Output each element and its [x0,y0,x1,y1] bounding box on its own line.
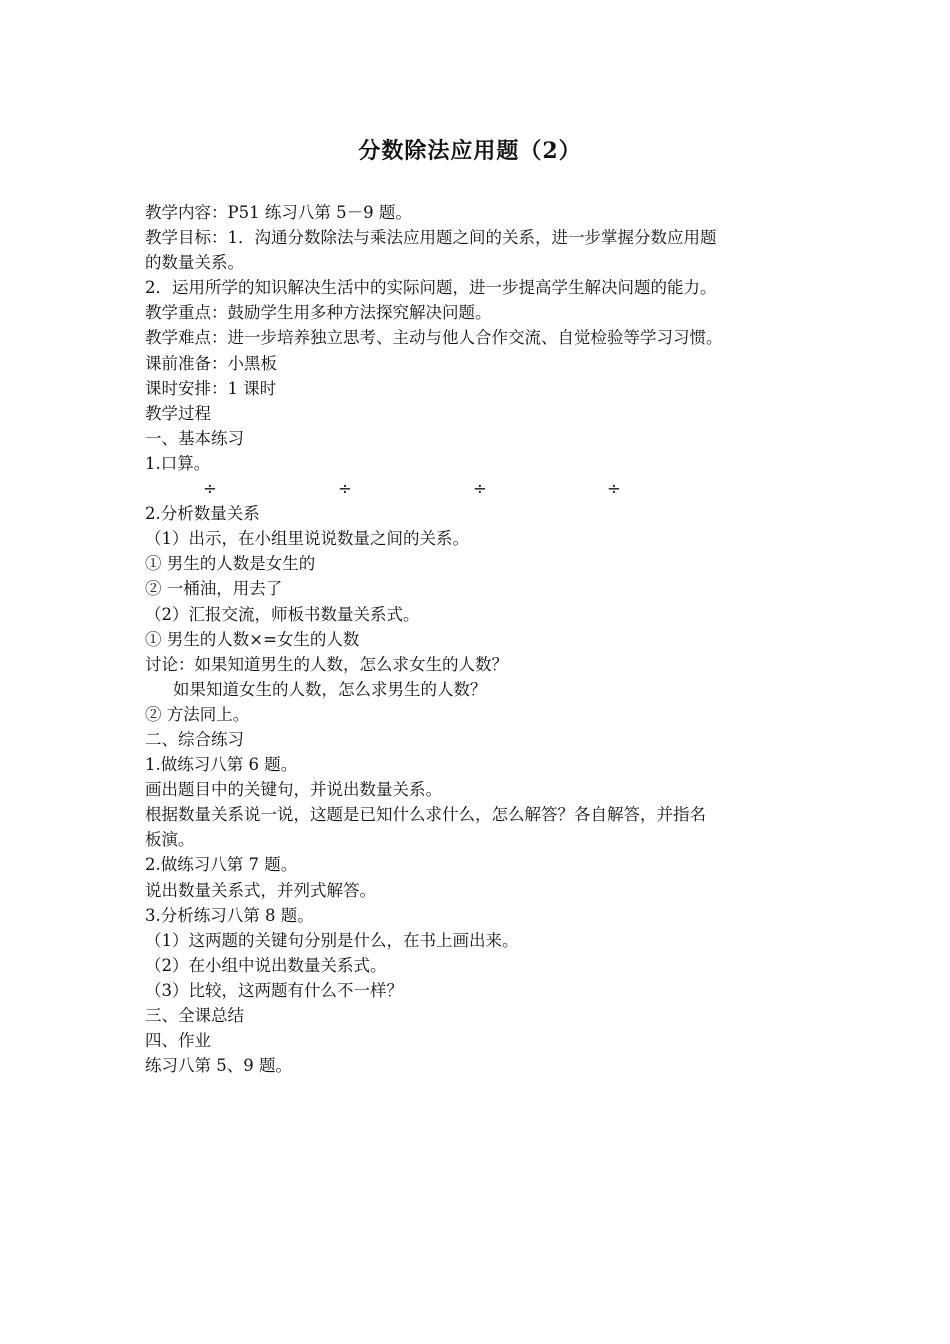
division-row [145,476,825,501]
text-line: 说出数量关系式，并列式解答。 [145,880,376,900]
division-sign: ÷ [607,479,621,499]
text-line: 2.做练习八第 7 题。 [145,855,298,875]
text-line: （2）汇报交流，师板书数量关系式。 [145,604,420,624]
text-line: 2．运用所学的知识解决生活中的实际问题，进一步提高学生解决问题的能力。 [145,278,717,298]
text-line: ① 男生的人数是女生的 [145,554,316,574]
text-line: （2）在小组中说出数量关系式。 [145,955,387,975]
text-line: 板演。 [145,830,195,850]
text-line: 如果知道女生的人数，怎么求男生的人数？ [173,679,487,699]
section-heading: 一、基本练习 [145,428,244,448]
text-line: 2.分析数量关系 [145,504,260,524]
text-line: 教学目标：1．沟通分数除法与乘法应用题之间的关系，进一步掌握分数应用题 [145,228,717,248]
text-line: 讨论：如果知道男生的人数，怎么求女生的人数？ [145,654,508,674]
section-heading: 四、作业 [145,1031,211,1051]
division-sign: ÷ [473,479,487,499]
section-heading: 三、全课总结 [145,1006,244,1025]
text-line: 根据数量关系说一说，这题是已知什么求什么，怎么解答？各自解答，并指名 [145,805,706,825]
text-line: 练习八第 5、9 题。 [145,1056,292,1076]
text-line: 的数量关系。 [145,253,244,273]
text-line: ② 一桶油，用去了 [145,579,283,599]
text-line: 画出题目中的关键句，并说出数量关系。 [145,780,442,800]
document-body [145,200,825,1078]
text-line: （1）这两题的关键句分别是什么，在书上画出来。 [145,930,519,950]
division-sign: ÷ [203,479,217,499]
text-line: （1）出示，在小组里说说数量之间的关系。 [145,529,469,549]
text-line: ① 男生的人数×=女生的人数 [145,629,360,649]
section-heading: 二、综合练习 [145,729,244,749]
text-line: 教学难点：进一步培养独立思考、主动与他人合作交流、自觉检验等学习习惯。 [145,328,723,348]
division-sign: ÷ [338,479,352,499]
text-line: 3.分析练习八第 8 题。 [145,905,314,925]
text-line: 课时安排：1 课时 [145,378,277,398]
text-line: 1.做练习八第 6 题。 [145,755,298,775]
text-line: 教学重点：鼓励学生用多种方法探究解决问题。 [145,303,492,323]
text-line: 1.口算。 [145,453,211,473]
text-line: 课前准备：小黑板 [145,353,277,373]
text-line: ② 方法同上。 [145,704,250,724]
text-line: （3）比较，这两题有什么不一样？ [145,980,403,1000]
page-title: 分数除法应用题（2） [358,138,582,164]
section-heading: 教学过程 [145,403,211,423]
text-line: 教学内容：P51 练习八第 5－9 题。 [145,203,412,222]
